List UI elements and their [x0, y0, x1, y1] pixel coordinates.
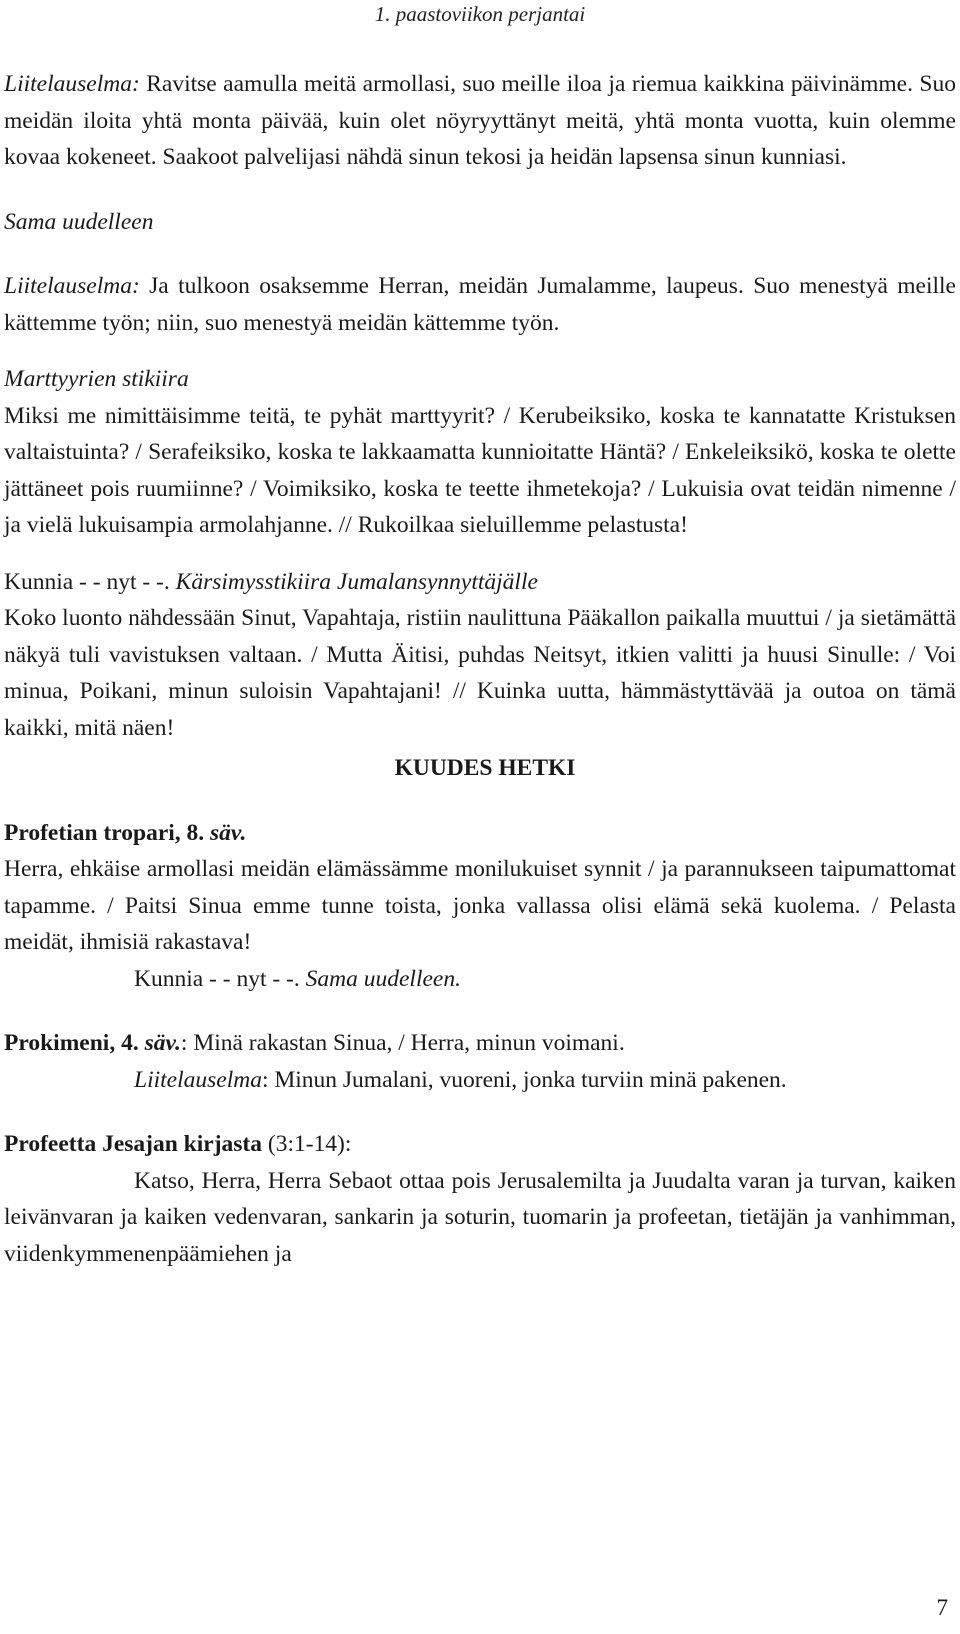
suffering-stichera-heading: [4, 564, 956, 601]
prokeimenon-colon: :: [180, 1030, 188, 1056]
prokeimenon-tone-word: säv.: [138, 1030, 181, 1056]
suffering-stichera-text: Koko luonto nähdessään Sinut, Vapahtaja, ristiin naulittuna Pääkallon paikalla muuttui / ja sietämättä näkyä tuli vavistuksen valtaan. / Mutta Äitisi, puhdas Neitsyt, itkien valitti ja huusi Sinulle: / Voi minua, Poikani, minun suloisin Vapahtajani! // Kuinka uutta, hämmästyttävää ja outoa on tämä kaikki, mitä näen!: [4, 605, 956, 741]
document-body: [4, 66, 956, 1272]
same-again-rubric: Sama uudelleen: [4, 208, 154, 235]
verse-paragraph-2: [4, 268, 956, 341]
prokeimenon-label: Prokimeni,: [4, 1030, 122, 1056]
martyrs-stichera-text: Miksi me nimittäisimme teitä, te pyhät marttyyrit? / Kerubeiksiko, koska te kannatatte Kristuksen valtaistuinta? / Serafeiksiko, koska te lakkaamatta kunnioitatte Häntä? / Enkeleiksikö, koska te olette jättäneet pois ruumiinne? / Voimiksiko, koska te teette ihmetekoja? / Lukuisia ovat teidän nimenne / ja vielä lukuisampia armolahjanne. // Rukoilkaa sieluillemme pelastusta!: [4, 402, 956, 538]
verse-label: Liitelauselma: [134, 1066, 262, 1093]
troparion-tone-number: 8.: [186, 819, 205, 846]
verse-text: Ravitse aamulla meitä armollasi, suo meille iloa ja riemua kaikkina päivinämme. Suo meidän iloita yhtä monta päivää, kuin olet nöyryyttänyt meitä, yhtä monta vuotta, kuin olemme kovaa kokeneet. Saakoot palvelijasi nähdä sinun tekosi ja heidän lapsensa sinun kunniasi.: [4, 71, 956, 170]
troparion-glory-line: [4, 961, 956, 998]
reading-heading: [4, 1126, 956, 1163]
same-again-rubric: Sama uudelleen.: [305, 965, 461, 992]
prokeimenon-text: Minä rakastan Sinua, / Herra, minun voimani.: [187, 1030, 625, 1056]
verse-text: : Minun Jumalani, vuoreni, jonka turviin minä pakenen.: [261, 1066, 787, 1093]
glory-rubric: Kunnia - - nyt - -.: [134, 965, 306, 992]
glory-rubric: Kunnia - - nyt - -.: [4, 568, 176, 595]
troparion-heading: [4, 815, 956, 852]
prokeimenon-verse: [4, 1062, 956, 1099]
verse-label: Liitelauselma:: [4, 71, 140, 97]
running-header: 1. paastoviikon perjantai: [374, 2, 586, 26]
prokeimenon-tone-number: 4.: [121, 1030, 139, 1056]
suffering-stichera-title: Kärsimysstikiira Jumalansynnyttäjälle: [175, 568, 538, 595]
troparion-tone-word: säv.: [204, 819, 247, 846]
sixth-hour-title: KUUDES HETKI: [394, 755, 576, 781]
verse-text: Ja tulkoon osaksemme Herran, meidän Jumalamme, laupeus. Suo menestyä meille kättemme työn; niin, suo menestyä meidän kättemme työn.: [4, 273, 956, 336]
verse-paragraph-1: [4, 66, 956, 176]
reading-reference: (3:1-14):: [262, 1131, 352, 1157]
page-number: 7: [936, 1595, 948, 1620]
martyrs-stichera-heading: Marttyyrien stikiira: [4, 366, 189, 392]
prokeimenon-line: [4, 1025, 956, 1062]
verse-label: Liitelauselma:: [4, 273, 140, 299]
reading-text: Katso, Herra, Herra Sebaot ottaa pois Jerusalemilta ja Juudalta varan ja turvan, kaiken leivänvaran ja kaiken vedenvaran, sankarin ja soturin, tuomarin ja profeetan, tietäjän ja vanhimman, viidenkymmenenpäämiehen ja: [4, 1167, 956, 1267]
troparion-label: Profetian tropari,: [4, 819, 187, 846]
troparion-text: Herra, ehkäise armollasi meidän elämässämme monilukuiset synnit / ja parannukseen taipumattomat tapamme. / Paitsi Sinua emme tunne toista, jonka vallassa olisi elämä sekä kuolema. / Pelasta meidät, ihmisiä rakastava!: [4, 856, 956, 955]
reading-label: Profeetta Jesajan kirjasta: [4, 1131, 262, 1157]
